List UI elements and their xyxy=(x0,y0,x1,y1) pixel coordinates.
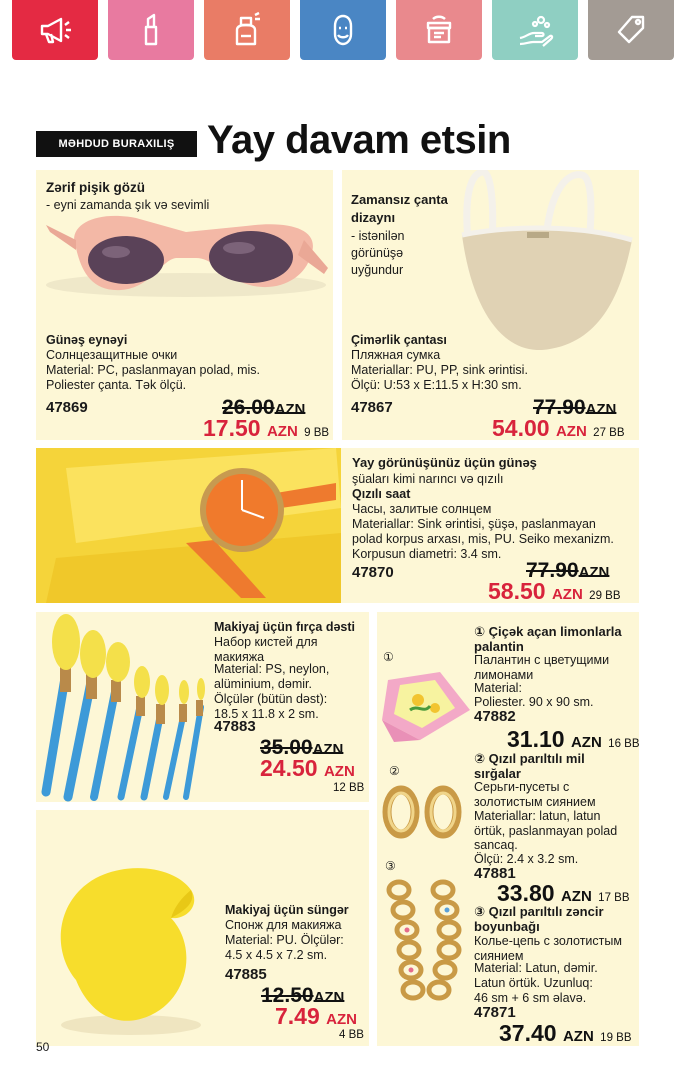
product-card-accessories[interactable] xyxy=(377,612,639,1046)
tab-offers[interactable] xyxy=(588,0,674,60)
item-number: ③ xyxy=(385,859,396,873)
product-name: Makiyaj üçün süngər xyxy=(225,903,349,917)
product-name-ru: Палантин с цветущими xyxy=(474,653,610,667)
product-desc: Latun örtük. Uzunluq: xyxy=(474,976,593,990)
product-name: Qızılı saat xyxy=(352,487,411,501)
old-price: 35.00AZN xyxy=(260,736,344,759)
new-price: 17.50 AZN 9 BB xyxy=(203,415,330,440)
product-name-ru: Спонж для макияжа xyxy=(225,918,342,932)
tab-skincare[interactable] xyxy=(396,0,482,60)
page-number: 50 xyxy=(36,1040,50,1054)
product-desc: Poliester çanta. Tək ölçü. xyxy=(46,378,187,392)
bb-points: 4 BB xyxy=(339,1029,364,1041)
product-card-brush-set[interactable] xyxy=(36,612,369,802)
product-desc: Korpusun diametri: 3.4 sm. xyxy=(352,547,502,561)
product-sku: 47883 xyxy=(214,718,256,735)
old-price: 77.90AZN xyxy=(526,559,610,582)
perfume-icon xyxy=(227,10,267,50)
product-name: Günəş eynəyi xyxy=(46,333,128,347)
product-tagline: dizaynı xyxy=(351,210,396,225)
product-name-ru: Пляжная сумка xyxy=(351,348,441,362)
product-card-sponge[interactable] xyxy=(36,810,369,1046)
product-name: Çimərlik çantası xyxy=(351,333,447,347)
tab-promotions[interactable] xyxy=(12,0,98,60)
product-tagline: Zamansız çanta xyxy=(351,192,448,207)
man-face-icon xyxy=(323,10,363,50)
product-sku: 47882 xyxy=(474,708,516,725)
product-desc: alüminium, dəmir. xyxy=(214,677,312,691)
product-card-sunglasses[interactable] xyxy=(36,170,333,440)
item-number: ① xyxy=(383,650,394,664)
product-sku: 47871 xyxy=(474,1004,516,1021)
product-card-watch[interactable] xyxy=(36,448,639,603)
old-price: 26.00AZN xyxy=(222,396,306,419)
new-price: 24.50 AZN xyxy=(260,755,355,781)
product-desc: Materiallar: Sink ərintisi, şüşə, paslanmayan xyxy=(352,517,596,531)
product-sku: 47885 xyxy=(225,966,267,983)
price-tag-icon xyxy=(611,10,651,50)
product-desc: 46 sm + 6 sm əlavə. xyxy=(474,991,587,1005)
sponge-image xyxy=(36,810,226,1046)
product-name: ③ Qızıl parıltılı zəncir xyxy=(474,904,604,919)
cream-jar-icon xyxy=(419,10,459,50)
old-price: 77.90AZN xyxy=(533,396,617,419)
product-desc: 18.5 x 11.8 x 2 sm. xyxy=(214,707,319,721)
lipstick-icon xyxy=(131,10,171,50)
product-tagline-desc: şüaları kimi narıncı və qızılı xyxy=(352,472,504,486)
new-price: 54.00 AZN 27 BB xyxy=(492,415,625,440)
new-price: 58.50 AZN 29 BB xyxy=(488,578,621,603)
product-desc: polad korpus arxası, mis, PU. Seiko mexanizm. xyxy=(352,532,614,546)
limited-edition-badge: MƏHDUD BURAXILIŞ xyxy=(36,131,197,157)
scarf-image xyxy=(380,670,472,742)
tab-fragrance[interactable] xyxy=(204,0,290,60)
new-price: 7.49 AZN xyxy=(275,1003,357,1029)
product-tagline-desc: uyğundur xyxy=(351,263,404,277)
product-desc: Material: PU. Ölçülər: xyxy=(225,933,344,947)
washing-hands-icon xyxy=(515,10,555,50)
product-desc: 4.5 x 4.5 x 7.2 sm. xyxy=(225,948,328,962)
product-desc: Ölçü: 2.4 x 3.2 sm. xyxy=(474,852,579,866)
product-desc: Poliester. 90 x 90 sm. xyxy=(474,695,594,709)
product-desc: Materiallar: latun, latun xyxy=(474,809,601,823)
product-desc: Ölçülər (bütün dəst): xyxy=(214,692,328,706)
earrings-image xyxy=(379,782,473,842)
product-card-beach-bag[interactable] xyxy=(342,170,639,440)
product-desc: Material: xyxy=(474,681,522,695)
product-name-ru: Колье-цепь с золотистым xyxy=(474,934,622,948)
product-name-ru: золотистым сиянием xyxy=(474,795,596,809)
product-name-ru: Часы, залитые солнцем xyxy=(352,502,492,516)
product-name: ① Çiçək açan limonlarla xyxy=(474,624,622,639)
product-sku: 47867 xyxy=(351,399,393,416)
product-desc: Ölçü: U:53 x E:11.5 x H:30 sm. xyxy=(351,378,522,392)
tab-men[interactable] xyxy=(300,0,386,60)
product-name-ru: макияжа xyxy=(214,650,265,664)
product-sku: 47870 xyxy=(352,564,394,581)
brush-set-image xyxy=(36,612,211,802)
bb-points: 12 BB xyxy=(333,782,365,794)
watch-image xyxy=(36,448,341,603)
product-name: ② Qızıl parıltılı mil xyxy=(474,751,585,766)
product-sku: 47869 xyxy=(46,399,88,416)
product-tagline-desc: - eyni zamanda şık və sevimli xyxy=(46,198,210,212)
price: 37.40 AZN 19 BB xyxy=(499,1020,632,1046)
tab-personal-care[interactable] xyxy=(492,0,578,60)
product-desc: Materiallar: PU, PP, sink ərintisi. xyxy=(351,363,528,377)
product-name: boyunbağı xyxy=(474,919,540,934)
product-name: Makiyaj üçün fırça dəsti xyxy=(214,620,356,634)
item-number: ② xyxy=(389,764,400,778)
necklace-image xyxy=(381,878,473,1018)
product-name: sırğalar xyxy=(474,766,521,781)
product-desc: sancaq. xyxy=(474,838,518,852)
product-name-ru: Солнцезащитные очки xyxy=(46,348,178,362)
product-sku: 47881 xyxy=(474,865,516,882)
product-desc: Material: Latun, dəmir. xyxy=(474,961,598,975)
product-tagline-desc: görünüşə xyxy=(351,246,404,260)
page-title: Yay davam etsin xyxy=(207,118,511,162)
price: 33.80 AZN 17 BB xyxy=(497,880,630,906)
product-desc: örtük, paslanmayan polad xyxy=(474,824,618,838)
product-tagline: Zərif pişik gözü xyxy=(46,180,146,195)
megaphone-icon xyxy=(35,10,75,50)
product-desc: Material: PS, neylon, xyxy=(214,662,330,676)
product-tagline-desc: - istənilən xyxy=(351,229,405,243)
price: 31.10 AZN 16 BB xyxy=(507,726,639,752)
product-name-ru: Серьги-пусеты с xyxy=(474,780,570,794)
product-name-ru: лимонами xyxy=(474,668,534,682)
product-name-ru: сиянием xyxy=(474,949,524,963)
product-name-ru: Набор кистей для xyxy=(214,635,318,649)
old-price: 12.50AZN xyxy=(261,984,345,1007)
product-desc: Material: PC, paslanmayan polad, mis. xyxy=(46,363,260,377)
product-name: palantin xyxy=(474,639,524,654)
tab-makeup[interactable] xyxy=(108,0,194,60)
product-tagline: Yay görünüşünüz üçün günəş xyxy=(352,455,537,470)
